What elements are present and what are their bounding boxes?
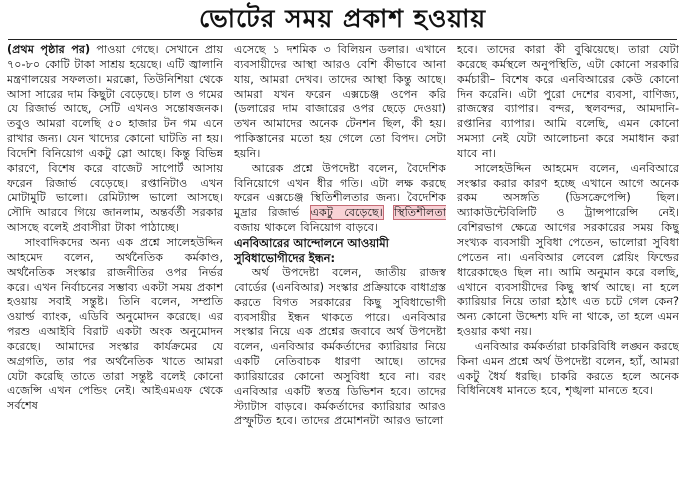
paragraph-3: এনবিআর কর্মকর্তারা চাকরিবিধি লঙ্ঘন করছে কিনা এমন প্রশ্নে অর্থ উপদেষ্টা বলেন, হ্যাঁ, আমরা একটু ধৈর্য ধরছি। চাকরি করতে হলে অনেক বিধিনিষেধ মানতে হবে, শৃঙ্খলা মানতে হবে।	[457, 339, 679, 398]
paragraph-2	[234, 162, 446, 236]
article-column-1	[7, 43, 223, 501]
paragraph-text	[383, 206, 394, 219]
subheading-line-2: সুবিধাভোগীদের ইন্ধন:	[234, 250, 335, 265]
headline-rule	[8, 39, 677, 40]
paragraph-1	[7, 43, 223, 236]
paragraph-text: আরেক প্রশ্নে উপদেষ্টা বলেন, বৈদেশিক বিনিয়োগে এখন ধীর গতি। এটা লক্ষ করছে ফরেন এক্সচেঞ্জ স্থিতিশীলতার জন্য। বৈদেশিক মুদ্রার রিজার্ভ	[234, 161, 446, 220]
paragraph-2: সাংবাদিকদের অন্য এক প্রশ্নে সালেহউদ্দিন আহমেদ বলেন, অর্থনৈতিক কর্মকাণ্ড, অর্থনৈতিক সংস্কার রাজনীতির ওপর নির্ভর করে। এখন নির্বাচনের সম্ভাব্য একটা সময় প্রকাশ হওয়ায় সবাই সন্তুষ্ট। তিনি বলেন, সম্প্রতি ওয়ার্ল্ড ব্যাংক, এডিবি অনুমোদন করেছে। এর পরশু এআইবি বিরাট একটা অংক অনুমোদন করেছে। আমাদের সংস্কার কার্যক্রমের যে অগ্রগতি, তার পর অর্থনৈতিক খাতে আমরা যেটা করেছি তাতে তারা সন্তুষ্ট বলেই কোনো এজেন্সি এখন পেন্ডিং নেই। আইএমএফ থেকে সর্বশেষ	[7, 235, 223, 413]
paragraph-text: পাওয়া গেছে। সেখানে প্রায় ৭০-৮০ কোটি টাকা সাশ্রয় হয়েছে। এটি জ্বালানি মন্ত্রণালয়ের সফলতা। মরক্কো, তিউনিশিয়া থেকে আসা সারের দাম কিছুটা বেড়েছে। চাল ও গমের যে রিজার্ভ আছে, সেটি এখনও সন্তোষজনক। তবুও আমরা বলেছি ৫০ হাজার টন গম এনে রাখার জন্য। যেন খাদ্যের কোনো ঘাটতি না হয়। বিদেশি বিনিয়োগ একটু স্লো আছে। কিন্তু বিভিন্ন কারণে, বিশেষ করে বাজেট সাপোর্ট আসায় ফরেন রিজার্ভ বেড়েছে। রপ্তানিটাও এখন মোটামুটি ভালো। রেমিট্যান্স ভালো আসছে। সৌদি আরবে গিয়ে জানলাম, অন্তর্বর্তী সরকার আসছে বলেই প্রবাসীরা টাকা পাঠাচ্ছে।	[7, 43, 223, 235]
subheading-line-1: এনবিআরের আন্দোলনে আওয়ামী	[234, 235, 389, 250]
highlighted-text: একটু বেড়েছে।	[310, 206, 383, 220]
paragraph-2: সালেহউদ্দিন আহমেদ বলেন, এনবিআরে সংস্কার করার কারণ হচ্ছে এখানে আগে অনেক রকম অসঙ্গতি (ডিসক্রেপেন্সি) ছিল। অ্যাকাউন্টেবিলিটি ও ট্রান্সপারেন্সি নেই। বেশিরভাগ ক্ষেত্রে আগের সরকারের সময় কিছু সংখ্যক ব্যবসায়ী সুবিধা পেতেন, ভালোরা সুবিধা পেতেন না। এনবিআর লেবেল প্লেয়িং ফিল্ডের ধারেকাছেও ছিল না। আমি অনুমান করে বলছি, এখানে ব্যবসায়ীদের কিছু স্বার্থ আছে। না হলে ক্যারিয়ার নিয়ে তারা হঠাৎ এত চটে গেল কেন? অন্য কোনো উদ্দেশ্য যদি না থাকে, তা হলে এমন হওয়ার কথা নয়।	[457, 161, 679, 339]
paragraph-1: এসেছে ১ দশমিক ৩ বিলিয়ন ডলার। এখানে ব্যবসায়ীদের আস্থা আরও বেশি কীভাবে আনা যায়, আমরা দেখব। তাদের আস্থা কিন্তু আছে। আমরা যখন ফরেন এক্সচেঞ্জ ওপেন করি (ডলারের দাম বাজারের ওপর ছেড়ে দেওয়া) তখন আমাদের অনেক টেনশন ছিল, কী হয়। পাকিস্তানের মতো হয় গেলে তো বিপদ। সেটা হয়নি।	[234, 43, 446, 160]
paragraph-3: অর্থ উপদেষ্টা বলেন, জাতীয় রাজস্ব বোর্ডের (এনবিআর) সংস্কার প্রক্রিয়াকে বাধাগ্রস্ত করতে বিগত সরকারের কিছু সুবিধাভোগী ব্যবসায়ীর ইন্ধন থাকতে পারে। এনবিআর সংস্কার নিয়ে এক প্রশ্নের জবাবে অর্থ উপদেষ্টা বলেন, এনবিআর কর্মকর্তাদের ক্যারিয়ার নিয়ে একটি নেতিবাচক ধারণা আছে। তাদের ক্যারিয়ারের কোনো অসুবিধা হবে না। বরং এনবিআর একটি স্বতন্ত্র ডিভিশন হবে। তাদের স্ট্যাটাস বাড়বে। কর্মকর্তাদের ক্যারিয়ার আরও প্রস্ফুটিত হবে। তাদের প্রমোশনটা আরও ভালো	[234, 265, 446, 428]
paragraph-1: হবে। তাদের কারা কী বুঝিয়েছে। তারা যেটা করেছে কর্মস্থলে অনুপস্থিতি, এটা কোনো সরকারি কর্মচারী– বিশেষ করে এনবিআরের কেউ কোনো দিন করেনি। এটা পুরো দেশের ব্যবসা, বাণিজ্য, রাজস্বের ব্যাপার। বন্দর, স্থলবন্দর, আমদানি-রপ্তানির ব্যাপার। আমি বলেছি, এমন কোনো সমস্যা নেই যেটা আলোচনা করে সমাধান করা যাবে না।	[457, 43, 679, 160]
paragraph-text: বজায় থাকলে বিনিয়োগ বাড়বে।	[234, 221, 379, 235]
article-column-2	[234, 43, 446, 501]
article-column-3	[457, 43, 679, 501]
continuation-marker: (প্রথম পৃষ্ঠার পর)	[7, 43, 91, 56]
headline: ভোটের সময় প্রকাশ হওয়ায়	[198, 4, 487, 33]
highlighted-text: স্থিতিশীলতা	[394, 206, 446, 220]
